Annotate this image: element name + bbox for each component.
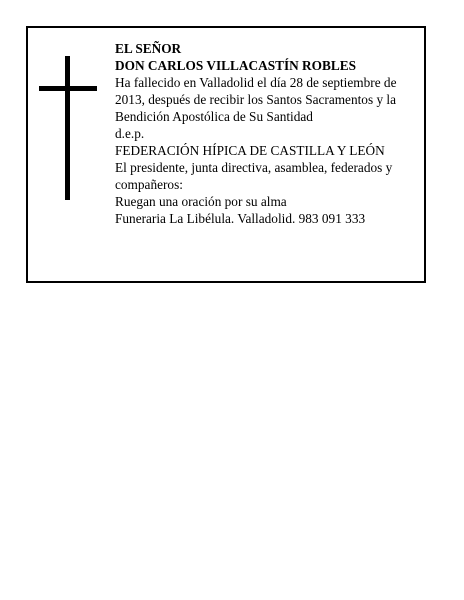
title-line-1: EL SEÑOR [115,41,182,56]
cross-horizontal-bar [39,86,97,91]
cross-icon [39,56,97,200]
obituary-text [115,40,415,227]
mourners-text: El presidente, junta directiva, asamblea, federados y compañeros: [115,160,393,192]
cross-vertical-bar [65,56,70,200]
dep-text: d.e.p. [115,126,145,141]
organization-name: FEDERACIÓN HÍPICA DE CASTILLA Y LEÓN [115,143,385,158]
obituary-notice [26,26,426,283]
announcement-text: Ha fallecido en Valladolid el día 28 de septiembre de 2013, después de recibir los Santos Sacramentos y la Bendición Apostólica de Su Santidad [115,75,397,124]
deceased-name: DON CARLOS VILLACASTÍN ROBLES [115,58,357,73]
funeral-home-text: Funeraria La Libélula. Valladolid. 983 091 333 [115,211,366,226]
prayer-request-text: Ruegan una oración por su alma [115,194,287,209]
